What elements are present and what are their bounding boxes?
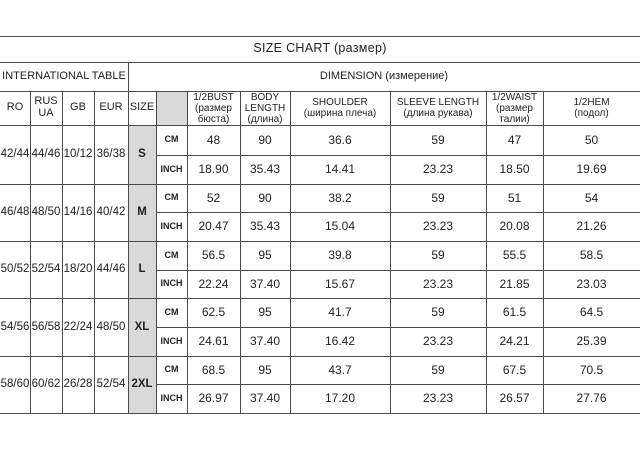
size-gb-cell: 10/12 bbox=[63, 148, 93, 161]
value-cell-sleeve: 59 bbox=[431, 132, 445, 147]
value-cell-sleeve: 23.23 bbox=[422, 219, 454, 234]
unit-label-inch: INCH bbox=[160, 278, 183, 289]
grid-line bbox=[0, 91, 640, 92]
value-cell-sleeve: 59 bbox=[431, 190, 445, 205]
grid-line bbox=[0, 62, 640, 63]
value-cell-shoulder: 14.41 bbox=[324, 162, 356, 177]
value-cell-waist: 20.08 bbox=[499, 219, 530, 234]
size-ro-cell: 58/60 bbox=[0, 378, 30, 391]
value-cell-body: 95 bbox=[258, 248, 272, 263]
size-rus-cell: 56/58 bbox=[31, 320, 61, 333]
grid-line bbox=[156, 384, 640, 385]
grid-line bbox=[486, 91, 487, 414]
grid-line bbox=[187, 91, 188, 414]
grid-line bbox=[156, 212, 640, 213]
value-cell-hem: 25.39 bbox=[576, 334, 607, 349]
dimension-header: DIMENSION (измерение) bbox=[319, 69, 449, 82]
value-cell-bust: 62.5 bbox=[201, 305, 226, 320]
value-cell-shoulder: 43.7 bbox=[328, 362, 352, 377]
value-cell-waist: 51 bbox=[507, 190, 522, 205]
value-cell-body: 35.43 bbox=[249, 219, 281, 234]
value-cell-waist: 26.57 bbox=[499, 391, 530, 406]
value-cell-bust: 52 bbox=[206, 190, 221, 205]
size-rus-cell: 44/46 bbox=[31, 148, 61, 161]
grid-line bbox=[0, 241, 640, 242]
unit-label-cm: CM bbox=[164, 306, 179, 317]
column-header-rus: RUS UA bbox=[34, 95, 58, 119]
size-gb-cell: 22/24 bbox=[63, 320, 93, 333]
column-header-size: SIZE bbox=[129, 101, 155, 114]
value-cell-shoulder: 15.67 bbox=[324, 276, 356, 291]
unit-label-cm: CM bbox=[164, 364, 179, 375]
column-header-shoulder: SHOULDER (ширина плеча) bbox=[303, 97, 377, 119]
unit-label-cm: CM bbox=[164, 134, 179, 145]
international-table-header: INTERNATIONAL TABLE bbox=[2, 69, 126, 82]
grid-line bbox=[156, 270, 640, 271]
size-label-cell: S bbox=[138, 148, 146, 161]
value-cell-bust: 18.90 bbox=[198, 162, 229, 177]
grid-line bbox=[543, 91, 544, 414]
size-eur-cell: 48/50 bbox=[96, 320, 126, 333]
size-ro-cell: 42/44 bbox=[0, 148, 30, 161]
grid-line bbox=[0, 298, 640, 299]
value-cell-waist: 18.50 bbox=[499, 162, 530, 177]
unit-label-inch: INCH bbox=[160, 335, 183, 346]
value-cell-waist: 24.21 bbox=[499, 334, 530, 349]
unit-label-inch: INCH bbox=[160, 163, 183, 174]
grid-line bbox=[290, 91, 291, 414]
column-header-bust: 1/2BUST (размер бюста) bbox=[193, 91, 234, 125]
value-cell-body: 95 bbox=[258, 362, 272, 377]
value-cell-waist: 21.85 bbox=[499, 276, 530, 291]
value-cell-shoulder: 17.20 bbox=[324, 391, 356, 406]
column-header-body: BODY LENGTH (длина) bbox=[244, 91, 286, 125]
value-cell-body: 37.40 bbox=[249, 276, 281, 291]
column-header-ro: RO bbox=[6, 101, 24, 114]
value-cell-bust: 68.5 bbox=[201, 362, 226, 377]
size-ro-cell: 54/56 bbox=[0, 320, 30, 333]
size-label-cell: M bbox=[137, 206, 147, 219]
value-cell-shoulder: 36.6 bbox=[328, 132, 352, 147]
size-rus-cell: 48/50 bbox=[31, 206, 61, 219]
size-label-cell: XL bbox=[134, 320, 150, 333]
value-cell-hem: 21.26 bbox=[576, 219, 607, 234]
grid-line bbox=[0, 36, 640, 37]
grid-line bbox=[62, 91, 63, 414]
grid-line bbox=[156, 91, 157, 414]
value-cell-bust: 48 bbox=[206, 132, 221, 147]
size-gb-cell: 18/20 bbox=[63, 263, 93, 276]
size-rus-cell: 60/62 bbox=[31, 378, 61, 391]
column-header-sleeve: SLEEVE LENGTH (длина рукава) bbox=[396, 97, 480, 119]
size-ro-cell: 50/52 bbox=[0, 263, 30, 276]
size-label-cell: 2XL bbox=[131, 378, 153, 391]
column-header-waist: 1/2WAIST (размер талии) bbox=[491, 91, 538, 125]
value-cell-sleeve: 23.23 bbox=[422, 391, 454, 406]
value-cell-sleeve: 23.23 bbox=[422, 334, 454, 349]
unit-header-shade bbox=[157, 92, 187, 125]
value-cell-bust: 26.97 bbox=[198, 391, 229, 406]
grid-line bbox=[156, 327, 640, 328]
value-cell-hem: 70.5 bbox=[579, 362, 604, 377]
grid-line bbox=[94, 91, 95, 414]
value-cell-hem: 64.5 bbox=[579, 305, 604, 320]
size-ro-cell: 46/48 bbox=[0, 206, 30, 219]
size-gb-cell: 14/16 bbox=[63, 206, 93, 219]
chart-title: SIZE CHART (размер) bbox=[253, 41, 387, 56]
grid-line bbox=[240, 91, 241, 414]
value-cell-sleeve: 23.23 bbox=[422, 276, 454, 291]
value-cell-hem: 50 bbox=[584, 132, 599, 147]
grid-line bbox=[156, 155, 640, 156]
value-cell-body: 90 bbox=[258, 190, 272, 205]
value-cell-shoulder: 38.2 bbox=[328, 190, 352, 205]
value-cell-hem: 54 bbox=[584, 190, 599, 205]
grid-line bbox=[128, 62, 129, 414]
value-cell-sleeve: 59 bbox=[431, 305, 445, 320]
value-cell-bust: 22.24 bbox=[198, 276, 229, 291]
value-cell-sleeve: 59 bbox=[431, 248, 445, 263]
value-cell-shoulder: 39.8 bbox=[328, 248, 352, 263]
size-eur-cell: 44/46 bbox=[96, 263, 126, 276]
unit-label-cm: CM bbox=[164, 249, 179, 260]
value-cell-waist: 67.5 bbox=[502, 362, 527, 377]
unit-label-cm: CM bbox=[164, 192, 179, 203]
grid-line bbox=[30, 91, 31, 414]
value-cell-bust: 24.61 bbox=[198, 334, 229, 349]
size-eur-cell: 36/38 bbox=[96, 148, 126, 161]
value-cell-sleeve: 59 bbox=[431, 362, 445, 377]
size-label-cell: L bbox=[138, 263, 146, 276]
value-cell-hem: 19.69 bbox=[576, 162, 607, 177]
value-cell-body: 37.40 bbox=[249, 334, 281, 349]
column-header-eur: EUR bbox=[99, 101, 123, 114]
grid-line bbox=[0, 356, 640, 357]
value-cell-shoulder: 16.42 bbox=[324, 334, 356, 349]
value-cell-waist: 47 bbox=[507, 132, 522, 147]
value-cell-bust: 20.47 bbox=[198, 219, 229, 234]
size-eur-cell: 52/54 bbox=[96, 378, 126, 391]
value-cell-shoulder: 15.04 bbox=[324, 219, 356, 234]
value-cell-body: 35.43 bbox=[249, 162, 281, 177]
value-cell-body: 37.40 bbox=[249, 391, 281, 406]
value-cell-shoulder: 41.7 bbox=[328, 305, 352, 320]
grid-line bbox=[0, 184, 640, 185]
unit-label-inch: INCH bbox=[160, 220, 183, 231]
size-eur-cell: 40/42 bbox=[96, 206, 126, 219]
value-cell-hem: 23.03 bbox=[576, 276, 607, 291]
value-cell-body: 95 bbox=[258, 305, 272, 320]
value-cell-bust: 56.5 bbox=[201, 248, 226, 263]
value-cell-sleeve: 23.23 bbox=[422, 162, 454, 177]
size-rus-cell: 52/54 bbox=[31, 263, 61, 276]
column-header-hem: 1/2HEM (подол) bbox=[573, 97, 610, 119]
column-header-gb: GB bbox=[70, 101, 86, 114]
value-cell-hem: 27.76 bbox=[576, 391, 607, 406]
value-cell-waist: 55.5 bbox=[502, 248, 527, 263]
value-cell-hem: 58.5 bbox=[579, 248, 604, 263]
unit-label-inch: INCH bbox=[160, 392, 183, 403]
value-cell-waist: 61.5 bbox=[502, 305, 527, 320]
size-gb-cell: 26/28 bbox=[63, 378, 93, 391]
grid-line bbox=[0, 413, 640, 414]
value-cell-body: 90 bbox=[258, 132, 272, 147]
grid-line bbox=[0, 125, 640, 126]
grid-line bbox=[390, 91, 391, 414]
